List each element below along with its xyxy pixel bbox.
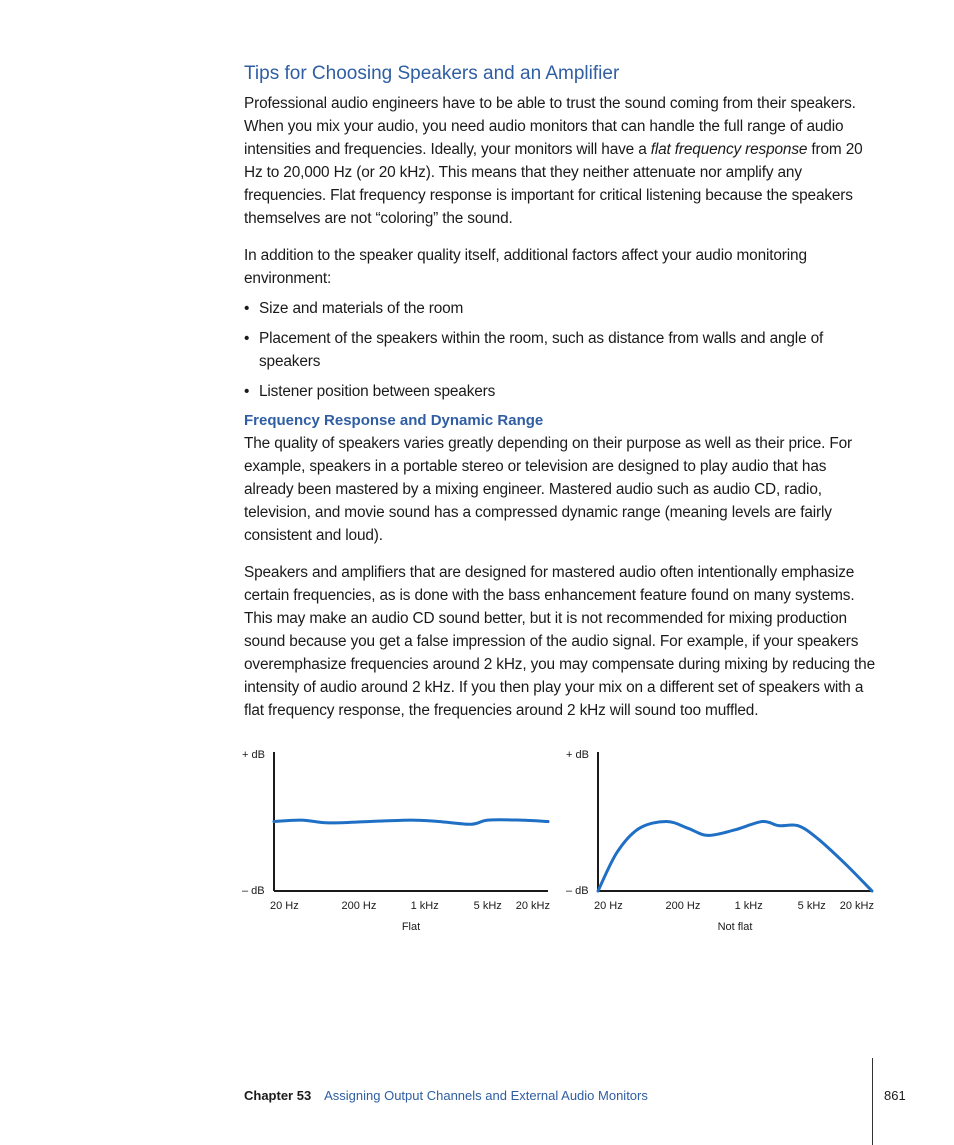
chart-not-flat — [564, 740, 884, 940]
chart-caption: Not flat — [717, 921, 753, 933]
list-item-text: Placement of the speakers within the room, such as distance from walls and angle of speakers — [259, 330, 824, 370]
chart-caption: Flat — [401, 921, 421, 933]
y-label-bottom: – dB — [566, 885, 589, 897]
x-tick-label: 200 Hz — [341, 900, 377, 912]
x-tick-label: 20 Hz — [594, 900, 623, 912]
bullet-mark: • — [244, 383, 250, 400]
y-label-top: + dB — [566, 749, 589, 761]
footer-chapter-title: Assigning Output Channels and External Audio Monitors — [324, 1088, 648, 1103]
page-number: 861 — [884, 1088, 906, 1103]
page-footer — [244, 1087, 648, 1105]
list-item — [244, 327, 876, 373]
bullet-mark: • — [244, 300, 250, 317]
x-tick-label: 5 kHz — [473, 900, 502, 912]
paragraph-emphasize: Speakers and amplifiers that are designed for mastered audio often intentionally emphasize certain frequencies, as is done with the bass enhancement feature found on many systems. This may make an audio CD sound better, but it is not recommended for mixing production sound because you get a false impression of the audio signal. For example, if your speakers overemphasize frequencies around 2 kHz, you may compensate during mixing by reducing the intensity of audio around 2 kHz. If you then play your mix on a different set of speakers with a flat frequency response, the frequencies around 2 kHz will sound too muffled. — [244, 564, 875, 719]
para1-text-a: Professional audio engineers have to be able to trust the sound coming from their speakers. When you mix your audio, you need audio monitors that can handle the full range of audio intensities and frequencies. Ideally, your monitors will have a — [244, 95, 856, 158]
page-content — [244, 60, 876, 722]
para1-italic-term: flat frequency response — [650, 141, 808, 158]
section-heading: Tips for Choosing Speakers and an Amplifier — [244, 63, 620, 84]
series-line — [598, 821, 872, 891]
chart-flat — [240, 740, 560, 940]
x-tick-label: 1 kHz — [410, 900, 439, 912]
paragraph-factors: In addition to the speaker quality itself, additional factors affect your audio monitoring environment: — [244, 247, 807, 287]
x-tick-label: 1 kHz — [734, 900, 763, 912]
list-item-text: Listener position between speakers — [259, 383, 496, 400]
series-line — [274, 820, 548, 825]
chart-svg — [240, 740, 560, 940]
x-tick-label: 20 kHz — [839, 900, 874, 912]
x-tick-label: 200 Hz — [665, 900, 701, 912]
bullet-mark: • — [244, 330, 250, 347]
chart-svg — [564, 740, 884, 940]
list-item — [244, 380, 876, 403]
bullet-list — [244, 297, 876, 403]
x-tick-label: 20 kHz — [515, 900, 550, 912]
footer-chapter: Chapter 53 — [244, 1088, 312, 1103]
subsection-heading: Frequency Response and Dynamic Range — [244, 412, 544, 429]
list-item-text: Size and materials of the room — [259, 300, 464, 317]
y-label-top: + dB — [242, 749, 265, 761]
y-label-bottom: – dB — [242, 885, 265, 897]
footer-rule — [872, 1058, 873, 1145]
paragraph-flat-response — [244, 92, 876, 230]
para1-text-b: from 20 Hz to 20,000 Hz (or 20 kHz). This means that they neither attenuate nor amplify any frequencies. Flat frequency response is important for critical listening because the speakers themselves are not “coloring” the sound. — [244, 141, 863, 227]
list-item — [244, 297, 876, 320]
x-tick-label: 5 kHz — [797, 900, 826, 912]
paragraph-speaker-quality: The quality of speakers varies greatly depending on their purpose as well as their price. For example, speakers in a portable stereo or television are designed to play audio that has already been mastered by a mixing engineer. Mastered audio such as audio CD, radio, television, and movie sound has a compressed dynamic range (meaning levels are fairly consistent and loud). — [244, 435, 852, 544]
x-tick-label: 20 Hz — [270, 900, 299, 912]
